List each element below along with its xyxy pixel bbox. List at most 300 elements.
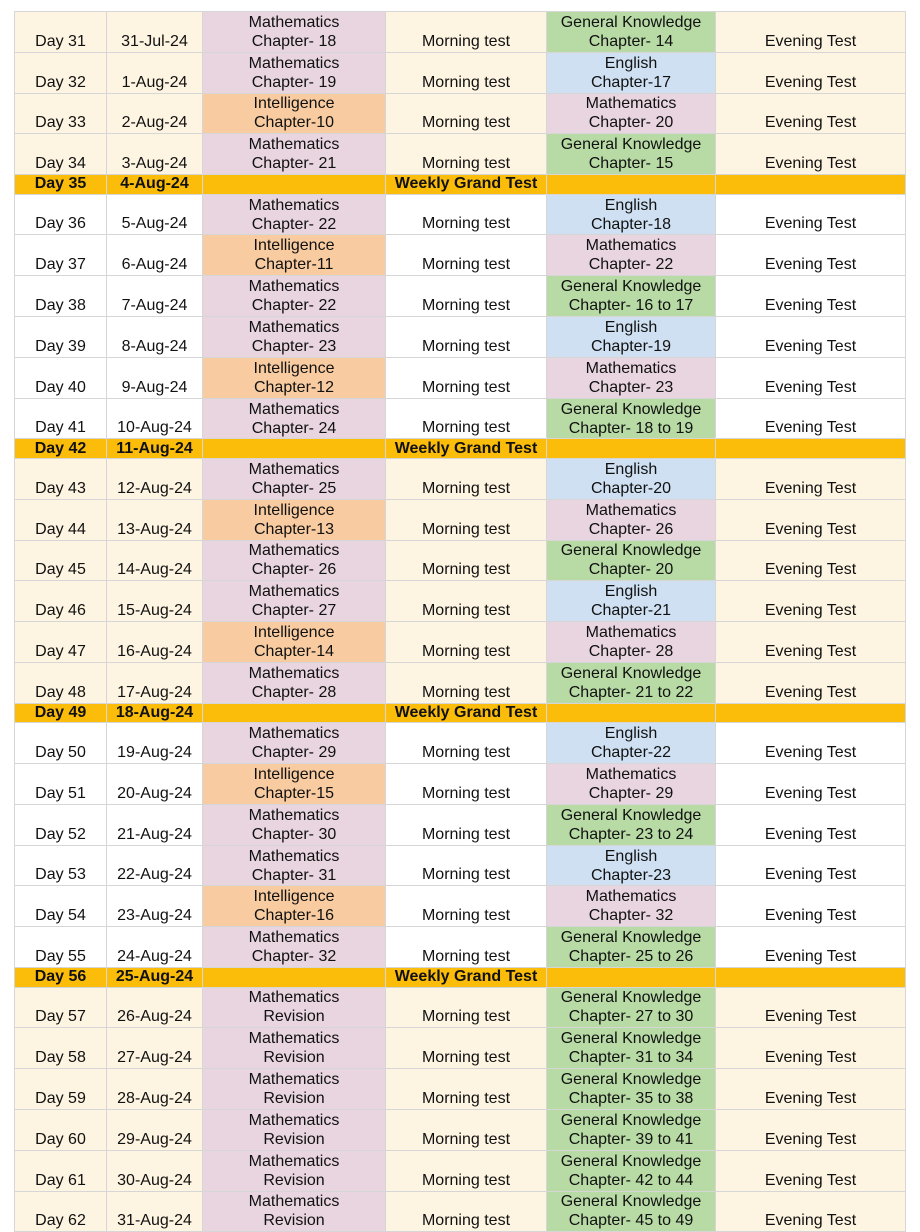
morning-test-cell-text: Morning test bbox=[421, 337, 511, 355]
subject2-cell[interactable] bbox=[547, 93, 716, 134]
day-cell[interactable] bbox=[15, 235, 107, 276]
date-cell[interactable] bbox=[107, 1109, 203, 1150]
morning-test-cell-text: Morning test bbox=[421, 215, 511, 233]
day-cell-text: Day 44 bbox=[35, 520, 86, 538]
evening-test-cell[interactable] bbox=[716, 987, 906, 1028]
day-cell[interactable] bbox=[15, 968, 107, 988]
evening-test-cell[interactable] bbox=[716, 12, 906, 53]
subject1-cell-text: Intelligence bbox=[253, 765, 335, 783]
subject2-cell-text: General Knowledge bbox=[560, 13, 702, 31]
subject2-cell-text: English bbox=[604, 583, 658, 601]
day-cell[interactable] bbox=[15, 194, 107, 235]
day-cell-text: Day 38 bbox=[35, 297, 86, 315]
subject1-cell-text: Mathematics bbox=[248, 1193, 340, 1211]
day-cell[interactable] bbox=[15, 175, 107, 195]
day-cell-text: Day 31 bbox=[35, 32, 86, 50]
date-cell[interactable] bbox=[107, 703, 203, 723]
date-cell[interactable] bbox=[107, 581, 203, 622]
day-cell[interactable] bbox=[15, 439, 107, 459]
date-cell[interactable] bbox=[107, 1150, 203, 1191]
subject2-cell-text: Chapter- 35 to 38 bbox=[568, 1090, 694, 1108]
day-cell-text: Day 51 bbox=[35, 784, 86, 802]
date-cell[interactable] bbox=[107, 52, 203, 93]
morning-test-cell[interactable] bbox=[386, 93, 547, 134]
day-row bbox=[15, 540, 906, 581]
subject1-cell-text: Intelligence bbox=[253, 501, 335, 519]
morning-test-cell-text: Morning test bbox=[421, 907, 511, 925]
subject2-cell-text: Chapter- 20 bbox=[588, 114, 674, 132]
subject2-cell[interactable] bbox=[547, 1028, 716, 1069]
subject2-cell-text: Mathematics bbox=[585, 765, 677, 783]
subject1-cell-text: Chapter- 31 bbox=[251, 866, 337, 884]
subject2-cell[interactable] bbox=[547, 662, 716, 703]
subject2-cell[interactable] bbox=[547, 1150, 716, 1191]
evening-test-cell[interactable] bbox=[716, 317, 906, 358]
subject2-cell[interactable] bbox=[547, 723, 716, 764]
date-cell[interactable] bbox=[107, 1028, 203, 1069]
day-cell-text: Day 52 bbox=[35, 825, 86, 843]
date-cell[interactable] bbox=[107, 662, 203, 703]
morning-test-cell[interactable] bbox=[386, 723, 547, 764]
day-cell-text: Day 36 bbox=[35, 215, 86, 233]
date-cell[interactable] bbox=[107, 1069, 203, 1110]
date-cell[interactable] bbox=[107, 845, 203, 886]
day-row bbox=[15, 398, 906, 439]
subject2-cell-text: Chapter- 20 bbox=[588, 561, 674, 579]
subject2-cell-text: Chapter- 22 bbox=[588, 256, 674, 274]
subject1-cell-text: Revision bbox=[263, 1049, 325, 1067]
evening-test-cell[interactable] bbox=[716, 235, 906, 276]
day-row bbox=[15, 194, 906, 235]
day-row bbox=[15, 1150, 906, 1191]
evening-test-cell[interactable] bbox=[716, 458, 906, 499]
day-cell[interactable] bbox=[15, 723, 107, 764]
subject1-cell[interactable] bbox=[203, 357, 386, 398]
day-cell[interactable] bbox=[15, 93, 107, 134]
subject2-cell[interactable] bbox=[547, 357, 716, 398]
subject2-cell-text: Mathematics bbox=[585, 501, 677, 519]
subject1-cell-text: Chapter- 19 bbox=[251, 73, 337, 91]
evening-test-cell[interactable] bbox=[716, 845, 906, 886]
evening-test-cell[interactable] bbox=[716, 581, 906, 622]
evening-test-cell[interactable] bbox=[716, 764, 906, 805]
day-row bbox=[15, 804, 906, 845]
day-row bbox=[15, 1028, 906, 1069]
date-cell-text: 31-Jul-24 bbox=[121, 32, 188, 50]
day-cell[interactable] bbox=[15, 845, 107, 886]
evening-test-cell[interactable] bbox=[716, 1150, 906, 1191]
day-cell[interactable] bbox=[15, 1150, 107, 1191]
day-cell[interactable] bbox=[15, 581, 107, 622]
date-cell-text: 25-Aug-24 bbox=[115, 968, 194, 986]
subject2-cell-text: General Knowledge bbox=[560, 806, 702, 824]
morning-test-cell-text: Morning test bbox=[421, 378, 511, 396]
evening-cell[interactable] bbox=[716, 968, 906, 988]
day-cell-text: Day 39 bbox=[35, 337, 86, 355]
subject1-cell-text: Revision bbox=[263, 1008, 325, 1026]
subject1-cell[interactable] bbox=[203, 439, 386, 459]
evening-test-cell[interactable] bbox=[716, 1191, 906, 1232]
subject2-cell[interactable] bbox=[547, 886, 716, 927]
subject1-cell[interactable] bbox=[203, 804, 386, 845]
evening-cell[interactable] bbox=[716, 175, 906, 195]
subject1-cell-text: Chapter- 29 bbox=[251, 744, 337, 762]
subject2-cell[interactable] bbox=[547, 317, 716, 358]
evening-test-cell-text: Evening Test bbox=[764, 520, 857, 538]
subject1-cell[interactable] bbox=[203, 662, 386, 703]
subject2-cell-text: General Knowledge bbox=[560, 664, 702, 682]
evening-test-cell-text: Evening Test bbox=[764, 744, 857, 762]
evening-test-cell-text: Evening Test bbox=[764, 73, 857, 91]
subject2-cell-text: Mathematics bbox=[585, 95, 677, 113]
evening-test-cell-text: Evening Test bbox=[764, 32, 857, 50]
morning-test-cell[interactable] bbox=[386, 1150, 547, 1191]
subject1-cell[interactable] bbox=[203, 175, 386, 195]
subject2-cell[interactable] bbox=[547, 1069, 716, 1110]
subject1-cell[interactable] bbox=[203, 1069, 386, 1110]
morning-test-cell[interactable] bbox=[386, 764, 547, 805]
date-cell[interactable] bbox=[107, 93, 203, 134]
subject1-cell-text: Chapter- 30 bbox=[251, 825, 337, 843]
day-row bbox=[15, 12, 906, 53]
subject1-cell[interactable] bbox=[203, 845, 386, 886]
subject2-cell-text: Chapter- 14 bbox=[588, 32, 674, 50]
morning-test-cell[interactable] bbox=[386, 194, 547, 235]
date-cell[interactable] bbox=[107, 968, 203, 988]
day-row bbox=[15, 317, 906, 358]
day-cell[interactable] bbox=[15, 622, 107, 663]
day-cell-text: Day 33 bbox=[35, 114, 86, 132]
morning-test-cell[interactable] bbox=[386, 804, 547, 845]
date-cell[interactable] bbox=[107, 134, 203, 175]
subject2-cell[interactable] bbox=[547, 987, 716, 1028]
evening-test-cell-text: Evening Test bbox=[764, 155, 857, 173]
subject1-cell-text: Intelligence bbox=[253, 888, 335, 906]
day-cell[interactable] bbox=[15, 1109, 107, 1150]
day-cell[interactable] bbox=[15, 1069, 107, 1110]
date-cell[interactable] bbox=[107, 927, 203, 968]
date-cell[interactable] bbox=[107, 357, 203, 398]
day-cell[interactable] bbox=[15, 12, 107, 53]
subject2-cell-text: Chapter- 31 to 34 bbox=[568, 1049, 694, 1067]
morning-test-cell[interactable] bbox=[386, 1069, 547, 1110]
subject1-cell[interactable] bbox=[203, 540, 386, 581]
subject2-cell[interactable] bbox=[547, 804, 716, 845]
morning-test-cell[interactable] bbox=[386, 317, 547, 358]
subject1-cell[interactable] bbox=[203, 12, 386, 53]
morning-test-cell[interactable] bbox=[386, 845, 547, 886]
evening-test-cell[interactable] bbox=[716, 52, 906, 93]
day-row bbox=[15, 499, 906, 540]
subject1-cell-text: Chapter- 18 bbox=[251, 32, 337, 50]
date-cell-text: 8-Aug-24 bbox=[121, 337, 188, 355]
day-cell[interactable] bbox=[15, 317, 107, 358]
subject2-cell[interactable] bbox=[547, 52, 716, 93]
subject1-cell-text: Chapter- 25 bbox=[251, 479, 337, 497]
subject1-cell[interactable] bbox=[203, 703, 386, 723]
morning-test-cell[interactable] bbox=[386, 357, 547, 398]
morning-test-cell-text: Morning test bbox=[421, 1130, 511, 1148]
morning-test-cell[interactable] bbox=[386, 927, 547, 968]
subject1-cell[interactable] bbox=[203, 1028, 386, 1069]
evening-test-cell[interactable] bbox=[716, 1109, 906, 1150]
date-cell[interactable] bbox=[107, 12, 203, 53]
subject2-cell[interactable] bbox=[547, 235, 716, 276]
date-cell[interactable] bbox=[107, 499, 203, 540]
morning-test-cell[interactable] bbox=[386, 581, 547, 622]
subject1-cell[interactable] bbox=[203, 581, 386, 622]
evening-test-cell[interactable] bbox=[716, 1069, 906, 1110]
date-cell[interactable] bbox=[107, 804, 203, 845]
day-row bbox=[15, 845, 906, 886]
evening-test-cell-text: Evening Test bbox=[764, 419, 857, 437]
grand-test-label-text: Weekly Grand Test bbox=[394, 175, 538, 193]
morning-test-cell-text: Morning test bbox=[421, 1212, 511, 1230]
subject1-cell[interactable] bbox=[203, 52, 386, 93]
subject1-cell-text: Chapter-10 bbox=[253, 114, 335, 132]
day-cell-text: Day 47 bbox=[35, 642, 86, 660]
subject1-cell-text: Mathematics bbox=[248, 136, 340, 154]
morning-test-cell[interactable] bbox=[386, 1191, 547, 1232]
subject1-cell[interactable] bbox=[203, 93, 386, 134]
subject2-cell-text: General Knowledge bbox=[560, 542, 702, 560]
subject2-cell[interactable] bbox=[547, 703, 716, 723]
day-row bbox=[15, 927, 906, 968]
day-cell[interactable] bbox=[15, 499, 107, 540]
day-cell[interactable] bbox=[15, 886, 107, 927]
date-cell-text: 14-Aug-24 bbox=[117, 561, 192, 579]
evening-test-cell[interactable] bbox=[716, 93, 906, 134]
subject1-cell[interactable] bbox=[203, 1191, 386, 1232]
subject1-cell-text: Mathematics bbox=[248, 583, 340, 601]
day-cell-text: Day 43 bbox=[35, 479, 86, 497]
date-cell-text: 24-Aug-24 bbox=[117, 948, 192, 966]
subject2-cell[interactable] bbox=[547, 1109, 716, 1150]
grand-test-label[interactable] bbox=[386, 968, 547, 988]
subject2-cell[interactable] bbox=[547, 134, 716, 175]
morning-test-cell[interactable] bbox=[386, 52, 547, 93]
evening-test-cell[interactable] bbox=[716, 540, 906, 581]
evening-test-cell[interactable] bbox=[716, 886, 906, 927]
date-cell[interactable] bbox=[107, 886, 203, 927]
date-cell[interactable] bbox=[107, 276, 203, 317]
subject1-cell[interactable] bbox=[203, 1109, 386, 1150]
evening-cell[interactable] bbox=[716, 703, 906, 723]
date-cell[interactable] bbox=[107, 398, 203, 439]
subject1-cell[interactable] bbox=[203, 927, 386, 968]
morning-test-cell-text: Morning test bbox=[421, 256, 511, 274]
subject1-cell-text: Chapter- 22 bbox=[251, 215, 337, 233]
evening-test-cell[interactable] bbox=[716, 723, 906, 764]
grand-test-label[interactable] bbox=[386, 703, 547, 723]
morning-test-cell[interactable] bbox=[386, 134, 547, 175]
subject1-cell[interactable] bbox=[203, 317, 386, 358]
evening-test-cell[interactable] bbox=[716, 194, 906, 235]
subject1-cell[interactable] bbox=[203, 764, 386, 805]
evening-cell[interactable] bbox=[716, 439, 906, 459]
day-cell[interactable] bbox=[15, 1191, 107, 1232]
subject1-cell[interactable] bbox=[203, 723, 386, 764]
day-row bbox=[15, 581, 906, 622]
date-cell[interactable] bbox=[107, 317, 203, 358]
evening-test-cell-text: Evening Test bbox=[764, 337, 857, 355]
grand-test-label[interactable] bbox=[386, 439, 547, 459]
morning-test-cell[interactable] bbox=[386, 235, 547, 276]
evening-test-cell[interactable] bbox=[716, 276, 906, 317]
subject2-cell[interactable] bbox=[547, 622, 716, 663]
morning-test-cell[interactable] bbox=[386, 622, 547, 663]
subject1-cell[interactable] bbox=[203, 398, 386, 439]
date-cell[interactable] bbox=[107, 1191, 203, 1232]
date-cell-text: 1-Aug-24 bbox=[121, 73, 188, 91]
subject2-cell[interactable] bbox=[547, 12, 716, 53]
subject1-cell-text: Mathematics bbox=[248, 278, 340, 296]
day-cell[interactable] bbox=[15, 804, 107, 845]
evening-test-cell[interactable] bbox=[716, 357, 906, 398]
day-cell[interactable] bbox=[15, 703, 107, 723]
day-cell[interactable] bbox=[15, 927, 107, 968]
day-cell-text: Day 34 bbox=[35, 155, 86, 173]
date-cell[interactable] bbox=[107, 723, 203, 764]
subject2-cell[interactable] bbox=[547, 927, 716, 968]
evening-test-cell-text: Evening Test bbox=[764, 784, 857, 802]
subject2-cell-text: Chapter- 45 to 49 bbox=[568, 1212, 694, 1230]
day-row bbox=[15, 93, 906, 134]
date-cell[interactable] bbox=[107, 175, 203, 195]
evening-test-cell[interactable] bbox=[716, 622, 906, 663]
day-cell-text: Day 60 bbox=[35, 1130, 86, 1148]
evening-test-cell[interactable] bbox=[716, 662, 906, 703]
evening-test-cell-text: Evening Test bbox=[764, 683, 857, 701]
date-cell-text: 30-Aug-24 bbox=[117, 1171, 192, 1189]
date-cell[interactable] bbox=[107, 987, 203, 1028]
subject1-cell[interactable] bbox=[203, 134, 386, 175]
subject1-cell-text: Chapter-14 bbox=[253, 643, 335, 661]
subject1-cell[interactable] bbox=[203, 235, 386, 276]
weekly-grand-test-row bbox=[15, 175, 906, 195]
evening-test-cell[interactable] bbox=[716, 134, 906, 175]
morning-test-cell[interactable] bbox=[386, 398, 547, 439]
morning-test-cell[interactable] bbox=[386, 662, 547, 703]
day-cell[interactable] bbox=[15, 540, 107, 581]
date-cell[interactable] bbox=[107, 235, 203, 276]
morning-test-cell[interactable] bbox=[386, 276, 547, 317]
day-cell[interactable] bbox=[15, 987, 107, 1028]
subject2-cell[interactable] bbox=[547, 764, 716, 805]
subject2-cell[interactable] bbox=[547, 845, 716, 886]
date-cell[interactable] bbox=[107, 439, 203, 459]
subject2-cell-text: Chapter- 21 to 22 bbox=[568, 683, 694, 701]
subject2-cell-text: Chapter- 23 to 24 bbox=[568, 825, 694, 843]
evening-test-cell[interactable] bbox=[716, 499, 906, 540]
day-cell-text: Day 59 bbox=[35, 1089, 86, 1107]
day-row bbox=[15, 458, 906, 499]
subject1-cell[interactable] bbox=[203, 622, 386, 663]
subject1-cell[interactable] bbox=[203, 886, 386, 927]
date-cell[interactable] bbox=[107, 764, 203, 805]
evening-test-cell[interactable] bbox=[716, 927, 906, 968]
morning-test-cell[interactable] bbox=[386, 540, 547, 581]
morning-test-cell[interactable] bbox=[386, 12, 547, 53]
subject2-cell[interactable] bbox=[547, 439, 716, 459]
day-cell[interactable] bbox=[15, 458, 107, 499]
day-row bbox=[15, 134, 906, 175]
subject2-cell-text: Chapter- 42 to 44 bbox=[568, 1171, 694, 1189]
subject2-cell-text: Chapter-20 bbox=[590, 479, 672, 497]
day-cell-text: Day 50 bbox=[35, 744, 86, 762]
day-cell[interactable] bbox=[15, 357, 107, 398]
day-row bbox=[15, 987, 906, 1028]
subject2-cell[interactable] bbox=[547, 581, 716, 622]
morning-test-cell[interactable] bbox=[386, 886, 547, 927]
subject2-cell[interactable] bbox=[547, 398, 716, 439]
subject1-cell-text: Mathematics bbox=[248, 989, 340, 1007]
day-cell[interactable] bbox=[15, 52, 107, 93]
day-row bbox=[15, 723, 906, 764]
day-cell[interactable] bbox=[15, 398, 107, 439]
day-row bbox=[15, 1191, 906, 1232]
morning-test-cell[interactable] bbox=[386, 1028, 547, 1069]
morning-test-cell-text: Morning test bbox=[421, 520, 511, 538]
subject2-cell[interactable] bbox=[547, 540, 716, 581]
subject2-cell-text: General Knowledge bbox=[560, 1111, 702, 1129]
subject2-cell-text: English bbox=[604, 460, 658, 478]
date-cell[interactable] bbox=[107, 622, 203, 663]
grand-test-label[interactable] bbox=[386, 175, 547, 195]
evening-test-cell-text: Evening Test bbox=[764, 297, 857, 315]
date-cell[interactable] bbox=[107, 194, 203, 235]
subject2-cell[interactable] bbox=[547, 1191, 716, 1232]
morning-test-cell[interactable] bbox=[386, 458, 547, 499]
subject1-cell[interactable] bbox=[203, 194, 386, 235]
morning-test-cell[interactable] bbox=[386, 1109, 547, 1150]
subject1-cell[interactable] bbox=[203, 276, 386, 317]
day-cell[interactable] bbox=[15, 1028, 107, 1069]
date-cell[interactable] bbox=[107, 540, 203, 581]
subject2-cell[interactable] bbox=[547, 499, 716, 540]
evening-test-cell-text: Evening Test bbox=[764, 948, 857, 966]
day-row bbox=[15, 622, 906, 663]
date-cell[interactable] bbox=[107, 458, 203, 499]
subject2-cell-text: Chapter-23 bbox=[590, 866, 672, 884]
subject1-cell-text: Mathematics bbox=[248, 1071, 340, 1089]
morning-test-cell[interactable] bbox=[386, 987, 547, 1028]
morning-test-cell[interactable] bbox=[386, 499, 547, 540]
subject2-cell[interactable] bbox=[547, 175, 716, 195]
subject1-cell[interactable] bbox=[203, 1150, 386, 1191]
evening-test-cell[interactable] bbox=[716, 1028, 906, 1069]
subject2-cell[interactable] bbox=[547, 968, 716, 988]
subject1-cell[interactable] bbox=[203, 499, 386, 540]
subject1-cell[interactable] bbox=[203, 458, 386, 499]
subject2-cell[interactable] bbox=[547, 194, 716, 235]
morning-test-cell-text: Morning test bbox=[421, 114, 511, 132]
day-cell[interactable] bbox=[15, 662, 107, 703]
day-cell[interactable] bbox=[15, 764, 107, 805]
morning-test-cell-text: Morning test bbox=[421, 1008, 511, 1026]
subject1-cell-text: Chapter- 26 bbox=[251, 561, 337, 579]
subject2-cell[interactable] bbox=[547, 458, 716, 499]
subject2-cell[interactable] bbox=[547, 276, 716, 317]
subject1-cell-text: Chapter- 21 bbox=[251, 155, 337, 173]
day-row bbox=[15, 235, 906, 276]
evening-test-cell[interactable] bbox=[716, 804, 906, 845]
subject1-cell[interactable] bbox=[203, 968, 386, 988]
day-cell[interactable] bbox=[15, 134, 107, 175]
subject1-cell[interactable] bbox=[203, 987, 386, 1028]
day-cell[interactable] bbox=[15, 276, 107, 317]
evening-test-cell[interactable] bbox=[716, 398, 906, 439]
